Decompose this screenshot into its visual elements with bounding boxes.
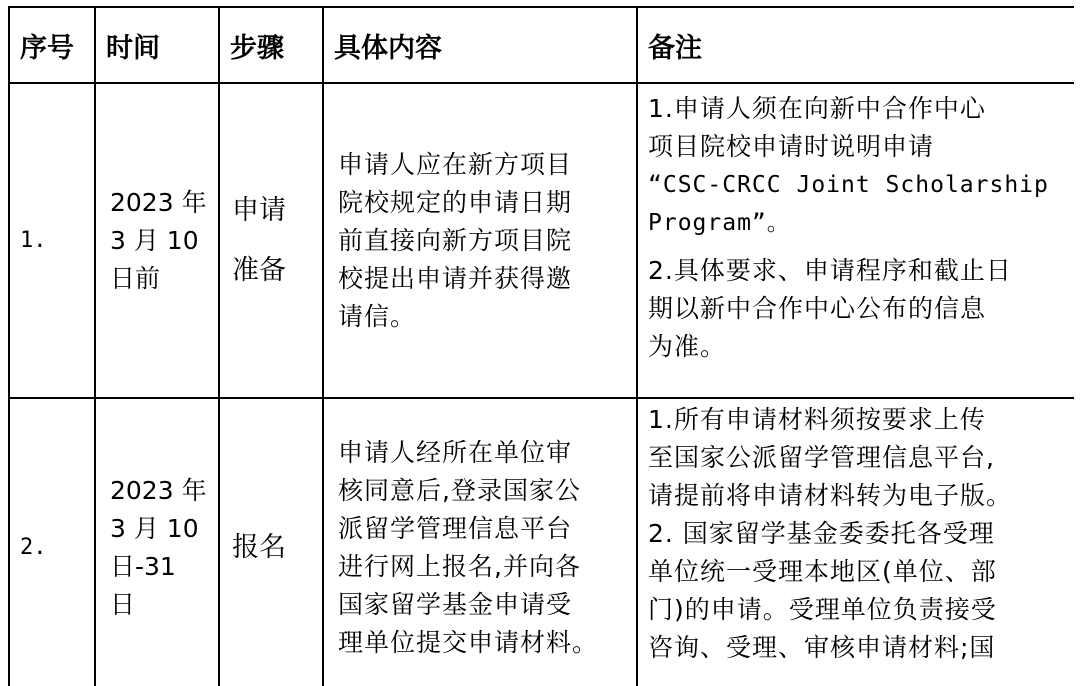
row-2-step bbox=[219, 398, 323, 686]
detail-line: 申请人应在新方项目 bbox=[338, 149, 573, 179]
detail-line: 前直接向新方项目院 bbox=[338, 225, 573, 255]
row-2-no: 2. bbox=[9, 398, 95, 686]
row-1-note bbox=[637, 83, 1074, 398]
time-line: 2023 年 bbox=[110, 476, 207, 505]
note-spacer bbox=[648, 242, 1066, 252]
detail-line: 校提出申请并获得邀 bbox=[338, 263, 573, 293]
row-2-detail bbox=[323, 398, 637, 686]
table-row bbox=[9, 83, 1074, 398]
detail-line: 派留学管理信息平台 bbox=[338, 514, 573, 543]
note-line: “CSC-CRCC Joint Scholarship bbox=[648, 172, 1049, 198]
table-row bbox=[9, 398, 1074, 686]
note-line: 请提前将申请材料转为电子版。 bbox=[648, 481, 1013, 510]
time-line: 日 bbox=[110, 590, 136, 619]
note-line: 2. 国家留学基金委委托各受理 bbox=[648, 519, 995, 548]
note-line: 项目院校申请时说明申请 bbox=[648, 132, 935, 161]
schedule-table bbox=[8, 6, 1074, 686]
row-1-time bbox=[95, 83, 219, 398]
header-no: 序号 bbox=[9, 7, 95, 83]
step-line: 报名 bbox=[232, 532, 286, 563]
note-line: 门)的申请。受理单位负责接受 bbox=[648, 595, 997, 624]
note-line: 为准。 bbox=[648, 332, 727, 361]
time-line: 日前 bbox=[110, 263, 161, 293]
note-line: 1.申请人须在向新中合作中心 bbox=[648, 94, 986, 123]
row-1-step bbox=[219, 83, 323, 398]
time-line: 日-31 bbox=[110, 552, 176, 581]
row-2-note bbox=[637, 398, 1074, 686]
note-line: Program”。 bbox=[648, 210, 791, 236]
header-time: 时间 bbox=[95, 7, 219, 83]
note-line: 至国家公派留学管理信息平台, bbox=[648, 443, 995, 472]
step-line: 申请 bbox=[232, 194, 286, 226]
detail-line: 理单位提交申请材料。 bbox=[338, 628, 599, 657]
row-2-time bbox=[95, 398, 219, 686]
schedule-table-container bbox=[8, 6, 1074, 686]
detail-line: 核同意后,登录国家公 bbox=[338, 476, 581, 505]
row-1-no: 1. bbox=[9, 83, 95, 398]
note-line: 1.所有申请材料须按要求上传 bbox=[648, 405, 986, 434]
detail-line: 国家留学基金申请受 bbox=[338, 590, 573, 619]
note-line: 单位统一受理本地区(单位、部 bbox=[648, 557, 997, 586]
note-line: 咨询、受理、审核申请材料;国 bbox=[648, 633, 996, 662]
detail-line: 进行网上报名,并向各 bbox=[338, 552, 581, 581]
time-line: 2023 年 bbox=[110, 187, 207, 217]
header-detail: 具体内容 bbox=[323, 7, 637, 83]
detail-line: 申请人经所在单位审 bbox=[338, 438, 573, 467]
time-line: 3 月 10 bbox=[110, 225, 199, 255]
row-1-detail bbox=[323, 83, 637, 398]
table-header-row bbox=[9, 7, 1074, 83]
detail-line: 请信。 bbox=[338, 301, 417, 331]
note-line: 期以新中合作中心公布的信息 bbox=[648, 294, 987, 323]
header-step: 步骤 bbox=[219, 7, 323, 83]
step-line: 准备 bbox=[232, 254, 286, 286]
header-note: 备注 bbox=[637, 7, 1074, 83]
note-line: 2.具体要求、申请程序和截止日 bbox=[648, 256, 1012, 285]
time-line: 3 月 10 bbox=[110, 514, 199, 543]
detail-line: 院校规定的申请日期 bbox=[338, 187, 573, 217]
